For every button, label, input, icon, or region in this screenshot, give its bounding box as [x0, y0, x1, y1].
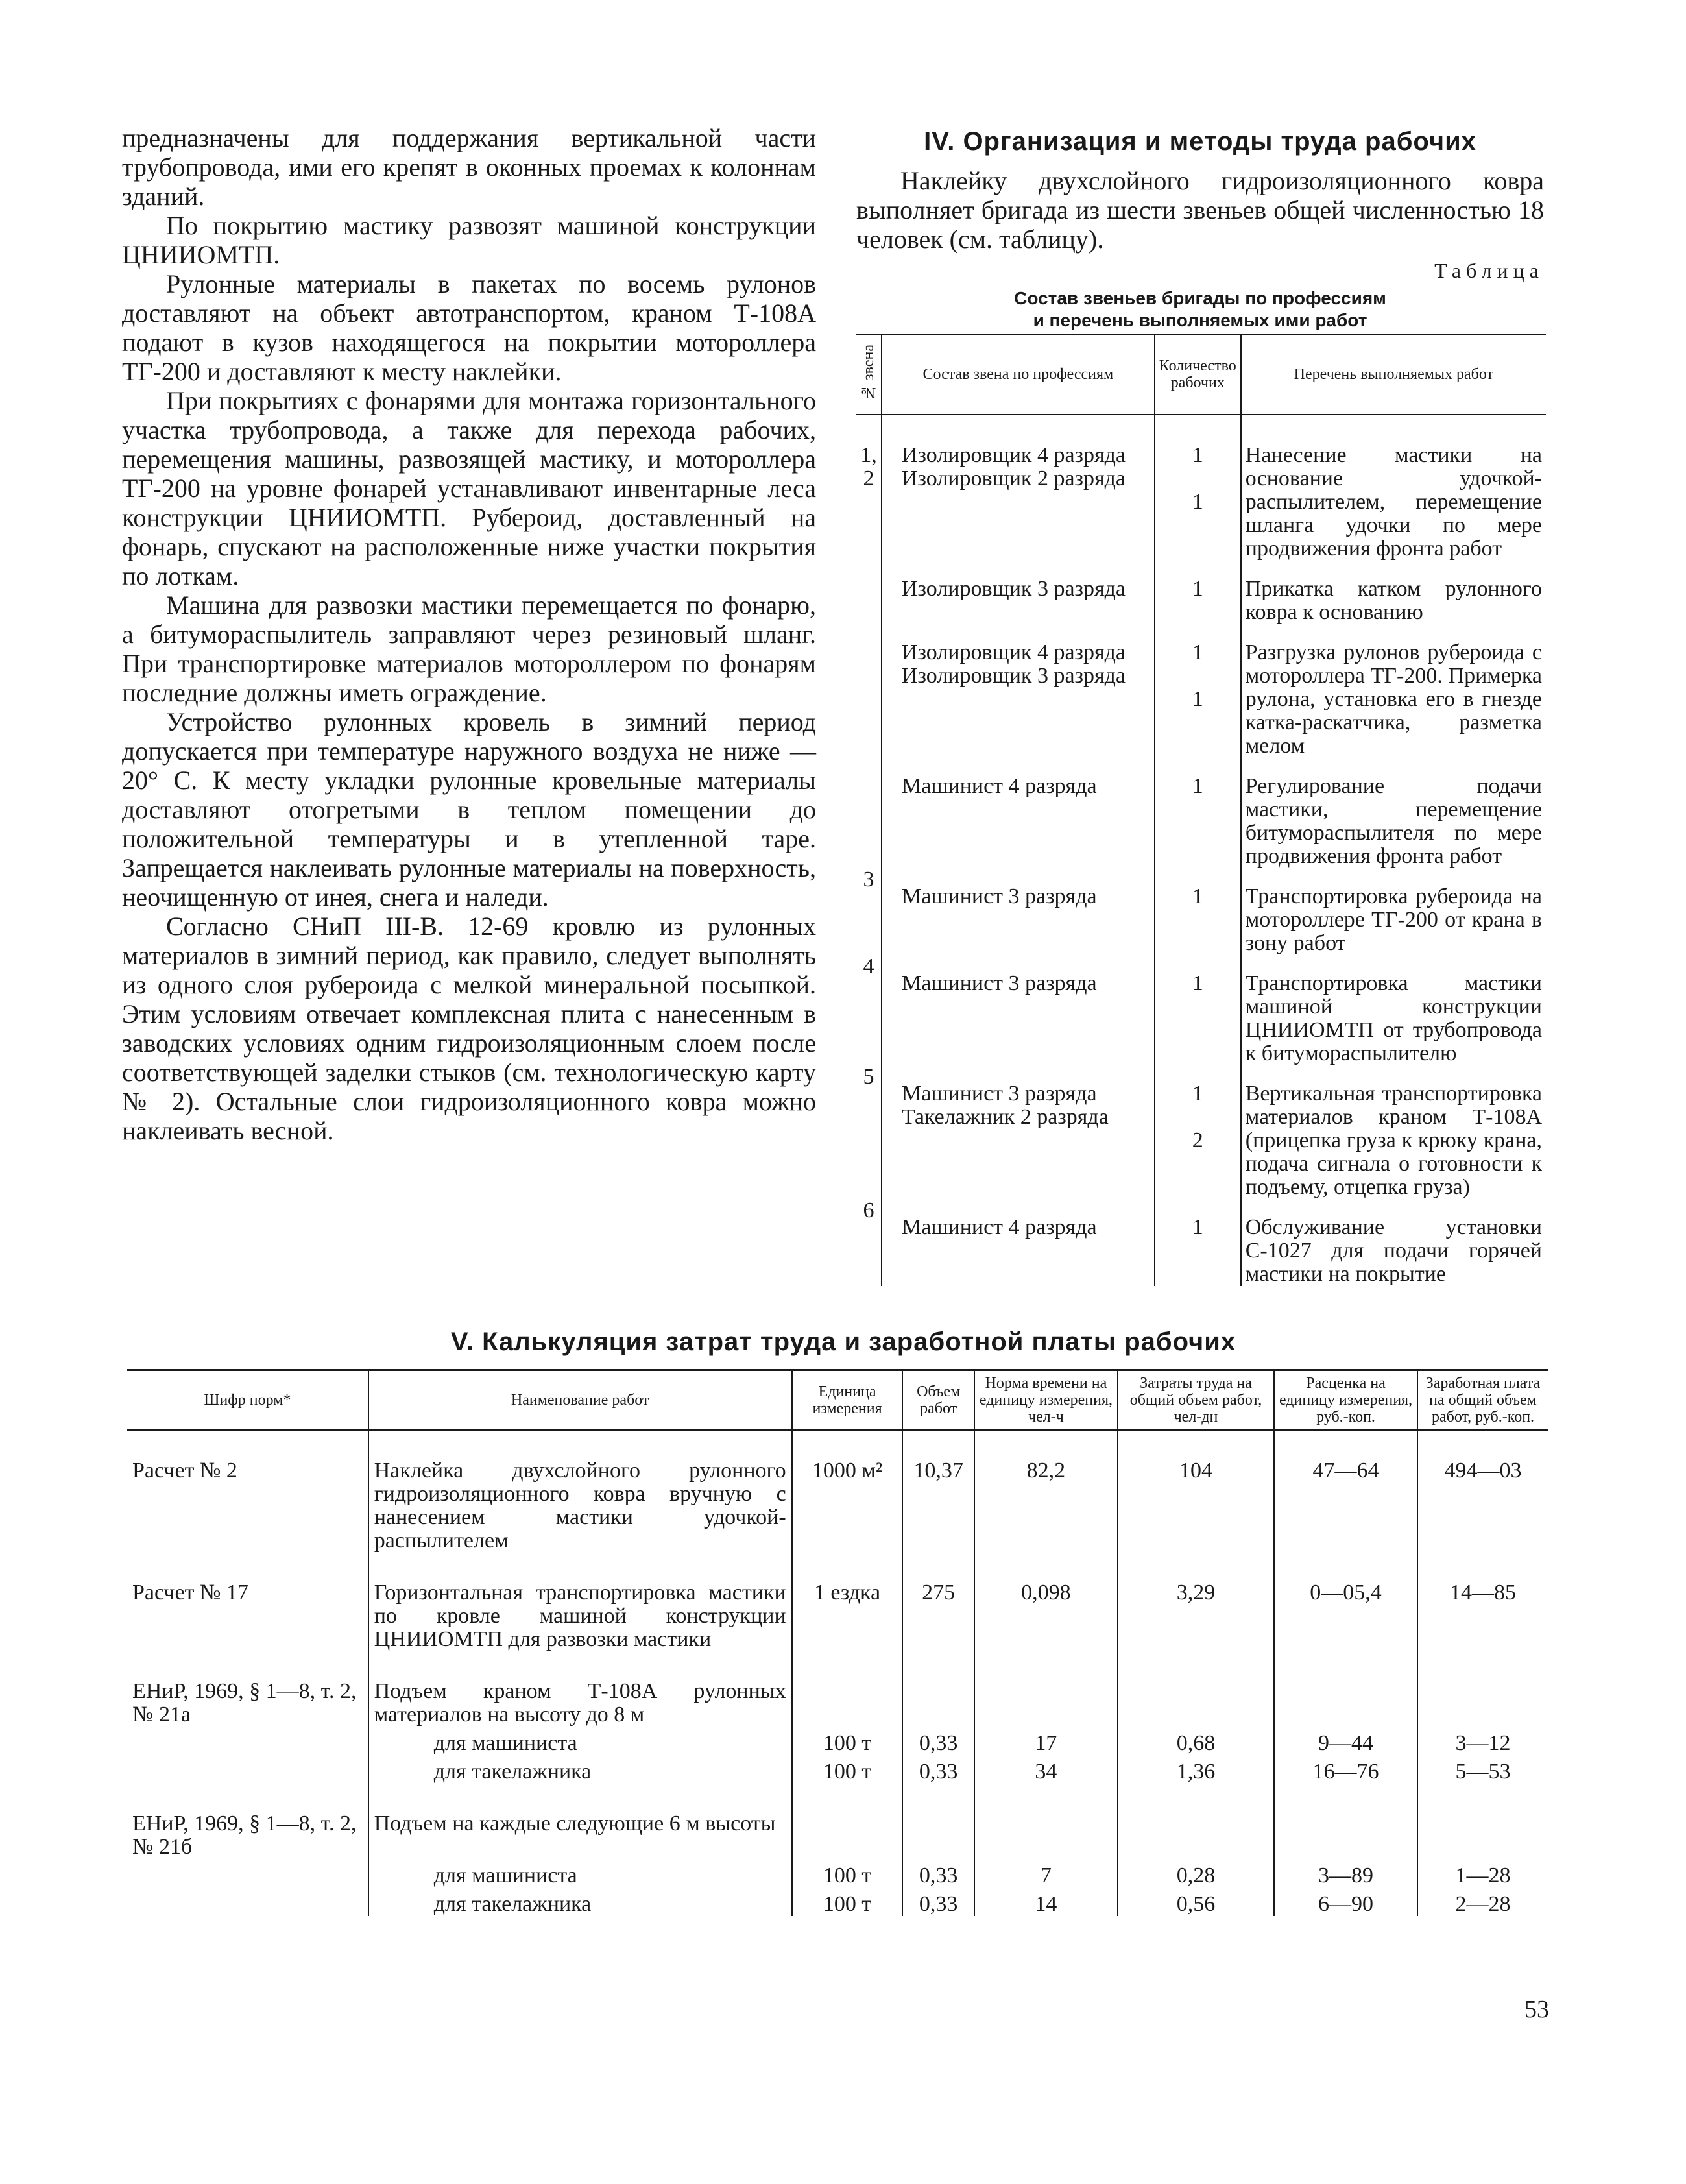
labor-cost-cell: 1,36 — [1118, 1755, 1274, 1784]
time-norm-cell: 17 — [974, 1727, 1118, 1755]
count-value: 1 — [1192, 576, 1203, 601]
wage-cell — [1417, 1784, 1548, 1859]
profession: Машинист 3 разряда — [902, 1081, 1097, 1106]
worker-count — [1155, 415, 1241, 561]
calculation-row — [127, 1887, 1548, 1916]
crew-table-row — [856, 758, 1546, 868]
rate-cell: 47—64 — [1274, 1430, 1417, 1553]
crew-table-row — [856, 415, 1546, 561]
paragraph: Устройство рулонных кровель в зимний период допускается при температуре наружного воздуха не ниже —20° С. К месту укладки рулонные кровельные материалы доставляют отогретыми в теплом помещении до положительной температуры и в утепленной таре. Запрещается наклеивать рулонные материалы на поверхность, неочищенную от инея, снега и наледи. — [122, 707, 816, 912]
work-name-cell — [368, 1887, 792, 1916]
header-unit: Единица измерения — [792, 1370, 903, 1431]
volume-cell — [902, 1784, 974, 1859]
wage-cell — [1417, 1651, 1548, 1727]
volume-cell: 0,33 — [902, 1887, 974, 1916]
profession: Машинист 4 разряда — [902, 1215, 1097, 1239]
section-4-intro: Наклейку двухслойного гидроизоляционного ковра выполняет бригада из шести звеньев общей численностью 18 человек (см. таблицу). — [856, 166, 1544, 254]
table-caption-line: Состав звеньев бригады по профессиям — [1014, 288, 1386, 308]
crew-number: 4 — [863, 954, 874, 978]
rate-cell: 6—90 — [1274, 1887, 1417, 1916]
page-number: 53 — [1524, 1996, 1549, 2023]
crew-number: 5 — [863, 1064, 874, 1089]
rate-cell: 9—44 — [1274, 1727, 1417, 1755]
volume-cell: 275 — [902, 1553, 974, 1651]
norm-code-cell — [127, 1887, 368, 1916]
work-description: Нанесение мастики на основание удочкой-распылителем, перемещение шланга удочки по мере продвижения фронта работ — [1241, 415, 1546, 561]
work-name-cell: Подъем краном Т-108А рулонных материалов на высоту до 8 м — [368, 1651, 792, 1727]
wage-cell: 494—03 — [1417, 1430, 1548, 1553]
paragraph: Машина для развозки мастики перемещается по фонарю, а битумораспылитель заправляют через резиновый шланг. При транспортировке материалов мотороллером по фонарям последние должны иметь ограждение. — [122, 590, 816, 707]
norm-code-cell — [127, 1755, 368, 1784]
time-norm-cell: 34 — [974, 1755, 1118, 1784]
norm-code-cell: ЕНиР, 1969, § 1—8, т. 2, № 21б — [132, 1812, 357, 1859]
count-value: 1 — [1192, 1215, 1203, 1239]
work-description: Регулирование подачи мастики, перемещение битумораспылителя по мере продвижения фронта работ — [1241, 758, 1546, 868]
unit-cell: 100 т — [792, 1727, 903, 1755]
crew-table — [856, 334, 1546, 1286]
header-norm-code: Шифр норм* — [127, 1370, 368, 1431]
profession: Изолировщик 4 разряда — [902, 640, 1126, 664]
table-caption-line: и перечень выполняемых ими работ — [1033, 310, 1367, 330]
worker-count — [1155, 868, 1241, 955]
work-name-cell: Наклейка двухслойного рулонного гидроизоляционного ковра вручную с нанесением мастики удочкой-распылителем — [368, 1430, 792, 1553]
calculation-row — [127, 1430, 1548, 1553]
work-name-sub: для машиниста — [433, 1731, 577, 1755]
unit-cell — [792, 1651, 903, 1727]
calculation-table — [127, 1369, 1548, 1916]
header-worker-count: Количество рабочих — [1155, 335, 1241, 415]
crew-number — [856, 758, 882, 868]
labor-cost-cell — [1118, 1784, 1274, 1859]
crew-number: 1, 2 — [860, 443, 877, 491]
paragraph: Согласно СНиП III-В. 12-69 кровлю из рулонных материалов в зимний период, как правило, следует выполнять из одного слоя рубероида с мелкой минеральной посыпкой. Этим условиям отвечает комплексная плита с нанесенным в заводских условиях одним гидроизоляционным слоем после соответствующей заделки стыков (см. технологическую карту № 2). Остальные слои гидроизоляционного ковра можно наклеивать весной. — [122, 912, 816, 1145]
volume-cell: 0,33 — [902, 1755, 974, 1784]
volume-cell — [902, 1651, 974, 1727]
crew-table-row — [856, 868, 1546, 955]
crew-number: 3 — [863, 867, 874, 892]
work-name-cell — [368, 1859, 792, 1887]
work-description: Транспортировка рубероида на мотороллере ТГ-200 от крана в зону работ — [1241, 868, 1546, 955]
crew-professions — [882, 1065, 1155, 1199]
labor-cost-cell: 0,68 — [1118, 1727, 1274, 1755]
count-value: 1 — [1192, 773, 1203, 798]
work-name-sub: для машиниста — [433, 1863, 577, 1887]
header-wage: Заработная плата на общий объем работ, руб.-коп. — [1417, 1370, 1548, 1431]
count-value: 1 — [1192, 640, 1203, 664]
profession: Машинист 4 разряда — [902, 773, 1097, 798]
table-caption — [856, 287, 1544, 332]
unit-cell — [792, 1784, 903, 1859]
unit-cell: 100 т — [792, 1859, 903, 1887]
rate-cell — [1274, 1784, 1417, 1859]
unit-cell: 1 ездка — [792, 1553, 903, 1651]
worker-count — [1155, 624, 1241, 758]
rate-cell — [1274, 1651, 1417, 1727]
paragraph: предназначены для поддержания вертикальной части трубопровода, ими его крепят в оконных проемах к колоннам зданий. — [122, 123, 816, 211]
crew-professions — [882, 561, 1155, 624]
count-value: 1 — [1192, 686, 1203, 711]
calculation-table-header — [127, 1370, 1548, 1431]
crew-table-row — [856, 1199, 1546, 1286]
profession: Изолировщик 2 разряда — [902, 466, 1126, 491]
calculation-row — [127, 1859, 1548, 1887]
rate-cell: 16—76 — [1274, 1755, 1417, 1784]
norm-code-cell: Расчет № 2 — [132, 1459, 237, 1483]
unit-cell: 100 т — [792, 1887, 903, 1916]
worker-count — [1155, 1199, 1241, 1286]
calculation-row — [127, 1727, 1548, 1755]
labor-cost-cell: 104 — [1118, 1430, 1274, 1553]
labor-cost-cell: 0,56 — [1118, 1887, 1274, 1916]
header-crew-number: № звена — [856, 335, 882, 415]
work-description: Транспортировка мастики машиной конструкции ЦНИИОМТП от трубопровода к битумораспылителю — [1241, 955, 1546, 1065]
crew-table-row — [856, 561, 1546, 624]
profession: Изолировщик 4 разряда — [902, 443, 1126, 467]
header-time-norm: Норма времени на единицу измерения, чел-ч — [974, 1370, 1118, 1431]
rate-cell: 0—05,4 — [1274, 1553, 1417, 1651]
table-label: Таблица — [1434, 259, 1544, 282]
time-norm-cell: 0,098 — [974, 1553, 1118, 1651]
worker-count — [1155, 758, 1241, 868]
crew-professions — [882, 415, 1155, 561]
profession: Изолировщик 3 разряда — [902, 576, 1126, 601]
paragraph: Рулонные материалы в пакетах по восемь рулонов доставляют на объект автотранспортом, краном Т-108А подают в кузов находящегося на покрытии мотороллера ТГ-200 и доставляют к месту наклейки. — [122, 269, 816, 386]
calculation-row — [127, 1784, 1548, 1859]
volume-cell: 0,33 — [902, 1859, 974, 1887]
worker-count — [1155, 1065, 1241, 1199]
count-value: 1 — [1192, 443, 1203, 467]
crew-number — [856, 624, 882, 758]
crew-professions — [882, 955, 1155, 1065]
header-crew-composition: Состав звена по профессиям — [882, 335, 1155, 415]
worker-count — [1155, 561, 1241, 624]
crew-table-row — [856, 1065, 1546, 1199]
crew-professions — [882, 1199, 1155, 1286]
header-volume: Объем работ — [902, 1370, 974, 1431]
work-name-cell: Горизонтальная транспортировка мастики по кровле машиной конструкции ЦНИИОМТП для развозки мастики — [368, 1553, 792, 1651]
header-work-list: Перечень выполняемых работ — [1241, 335, 1546, 415]
crew-professions — [882, 868, 1155, 955]
time-norm-cell — [974, 1651, 1118, 1727]
labor-cost-cell: 0,28 — [1118, 1859, 1274, 1887]
wage-cell: 5—53 — [1417, 1755, 1548, 1784]
count-value: 1 — [1192, 884, 1203, 908]
profession: Изолировщик 3 разряда — [902, 663, 1126, 688]
work-name-cell: Подъем на каждые следующие 6 м высоты — [368, 1784, 792, 1859]
unit-cell: 100 т — [792, 1755, 903, 1784]
work-description: Прикатка катком рулонного ковра к основанию — [1241, 561, 1546, 624]
crew-table-row — [856, 624, 1546, 758]
crew-table-row — [856, 955, 1546, 1065]
rate-cell: 3—89 — [1274, 1859, 1417, 1887]
profession: Такелажник 2 разряда — [902, 1104, 1109, 1129]
section-4-title: IV. Организация и методы труда рабочих — [924, 127, 1476, 156]
work-description: Вертикальная транспортировка материалов краном Т-108А (прицепка груза к крюку крана, подача сигнала о готовности к подъему, отцепка груза) — [1241, 1065, 1546, 1199]
labor-cost-cell — [1118, 1651, 1274, 1727]
count-value: 2 — [1192, 1128, 1203, 1152]
crew-professions — [882, 758, 1155, 868]
volume-cell: 0,33 — [902, 1727, 974, 1755]
work-description: Обслуживание установки С-1027 для подачи горячей мастики на покрытие — [1241, 1199, 1546, 1286]
profession: Машинист 3 разряда — [902, 884, 1097, 908]
calculation-row — [127, 1651, 1548, 1727]
section-5-title: V. Калькуляция затрат труда и заработной платы рабочих — [450, 1328, 1236, 1356]
time-norm-cell: 7 — [974, 1859, 1118, 1887]
volume-cell: 10,37 — [902, 1430, 974, 1553]
left-column-text — [122, 123, 816, 1145]
norm-code-cell — [127, 1859, 368, 1887]
paragraph: При покрытиях с фонарями для монтажа горизонтального участка трубопровода, а также для перехода рабочих, перемещения машины, развозящей мастику, и мотороллера ТГ-200 на уровне фонарей устанавливают инвентарные леса конструкции ЦНИИОМТП. Рубероид, доставленный на фонарь, спускают на расположенные ниже участки покрытия по лоткам. — [122, 386, 816, 590]
work-name-sub: для такелажника — [433, 1760, 592, 1784]
crew-number — [856, 561, 882, 624]
count-value: 1 — [1192, 971, 1203, 995]
header-rate: Расценка на единицу измерения, руб.-коп. — [1274, 1370, 1417, 1431]
time-norm-cell: 14 — [974, 1887, 1118, 1916]
norm-code-cell — [127, 1727, 368, 1755]
unit-cell: 1000 м² — [792, 1430, 903, 1553]
count-value: 1 — [1192, 489, 1203, 514]
norm-code-cell: Расчет № 17 — [132, 1581, 248, 1605]
wage-cell: 3—12 — [1417, 1727, 1548, 1755]
time-norm-cell — [974, 1784, 1118, 1859]
wage-cell: 2—28 — [1417, 1887, 1548, 1916]
worker-count — [1155, 955, 1241, 1065]
wage-cell: 1—28 — [1417, 1859, 1548, 1887]
crew-number: 6 — [863, 1198, 874, 1222]
work-name-cell — [368, 1755, 792, 1784]
wage-cell: 14—85 — [1417, 1553, 1548, 1651]
crew-table-header — [856, 335, 1546, 415]
work-name-cell — [368, 1727, 792, 1755]
work-description: Разгрузка рулонов рубероида с мотороллера ТГ-200. Примерка рулона, установка его в гнезде катка-раскатчика, разметка мелом — [1241, 624, 1546, 758]
norm-code-cell: ЕНиР, 1969, § 1—8, т. 2, № 21а — [132, 1679, 357, 1727]
count-value: 1 — [1192, 1081, 1203, 1106]
profession: Машинист 3 разряда — [902, 971, 1097, 995]
labor-cost-cell: 3,29 — [1118, 1553, 1274, 1651]
paragraph: По покрытию мастику развозят машиной конструкции ЦНИИОМТП. — [122, 211, 816, 269]
crew-professions — [882, 624, 1155, 758]
calculation-row — [127, 1553, 1548, 1651]
header-work-name: Наименование работ — [368, 1370, 792, 1431]
right-column — [856, 123, 1544, 1286]
work-name-sub: для такелажника — [433, 1892, 592, 1916]
calculation-row — [127, 1755, 1548, 1784]
header-labor-cost: Затраты труда на общий объем работ, чел-дн — [1118, 1370, 1274, 1431]
time-norm-cell: 82,2 — [974, 1430, 1118, 1553]
